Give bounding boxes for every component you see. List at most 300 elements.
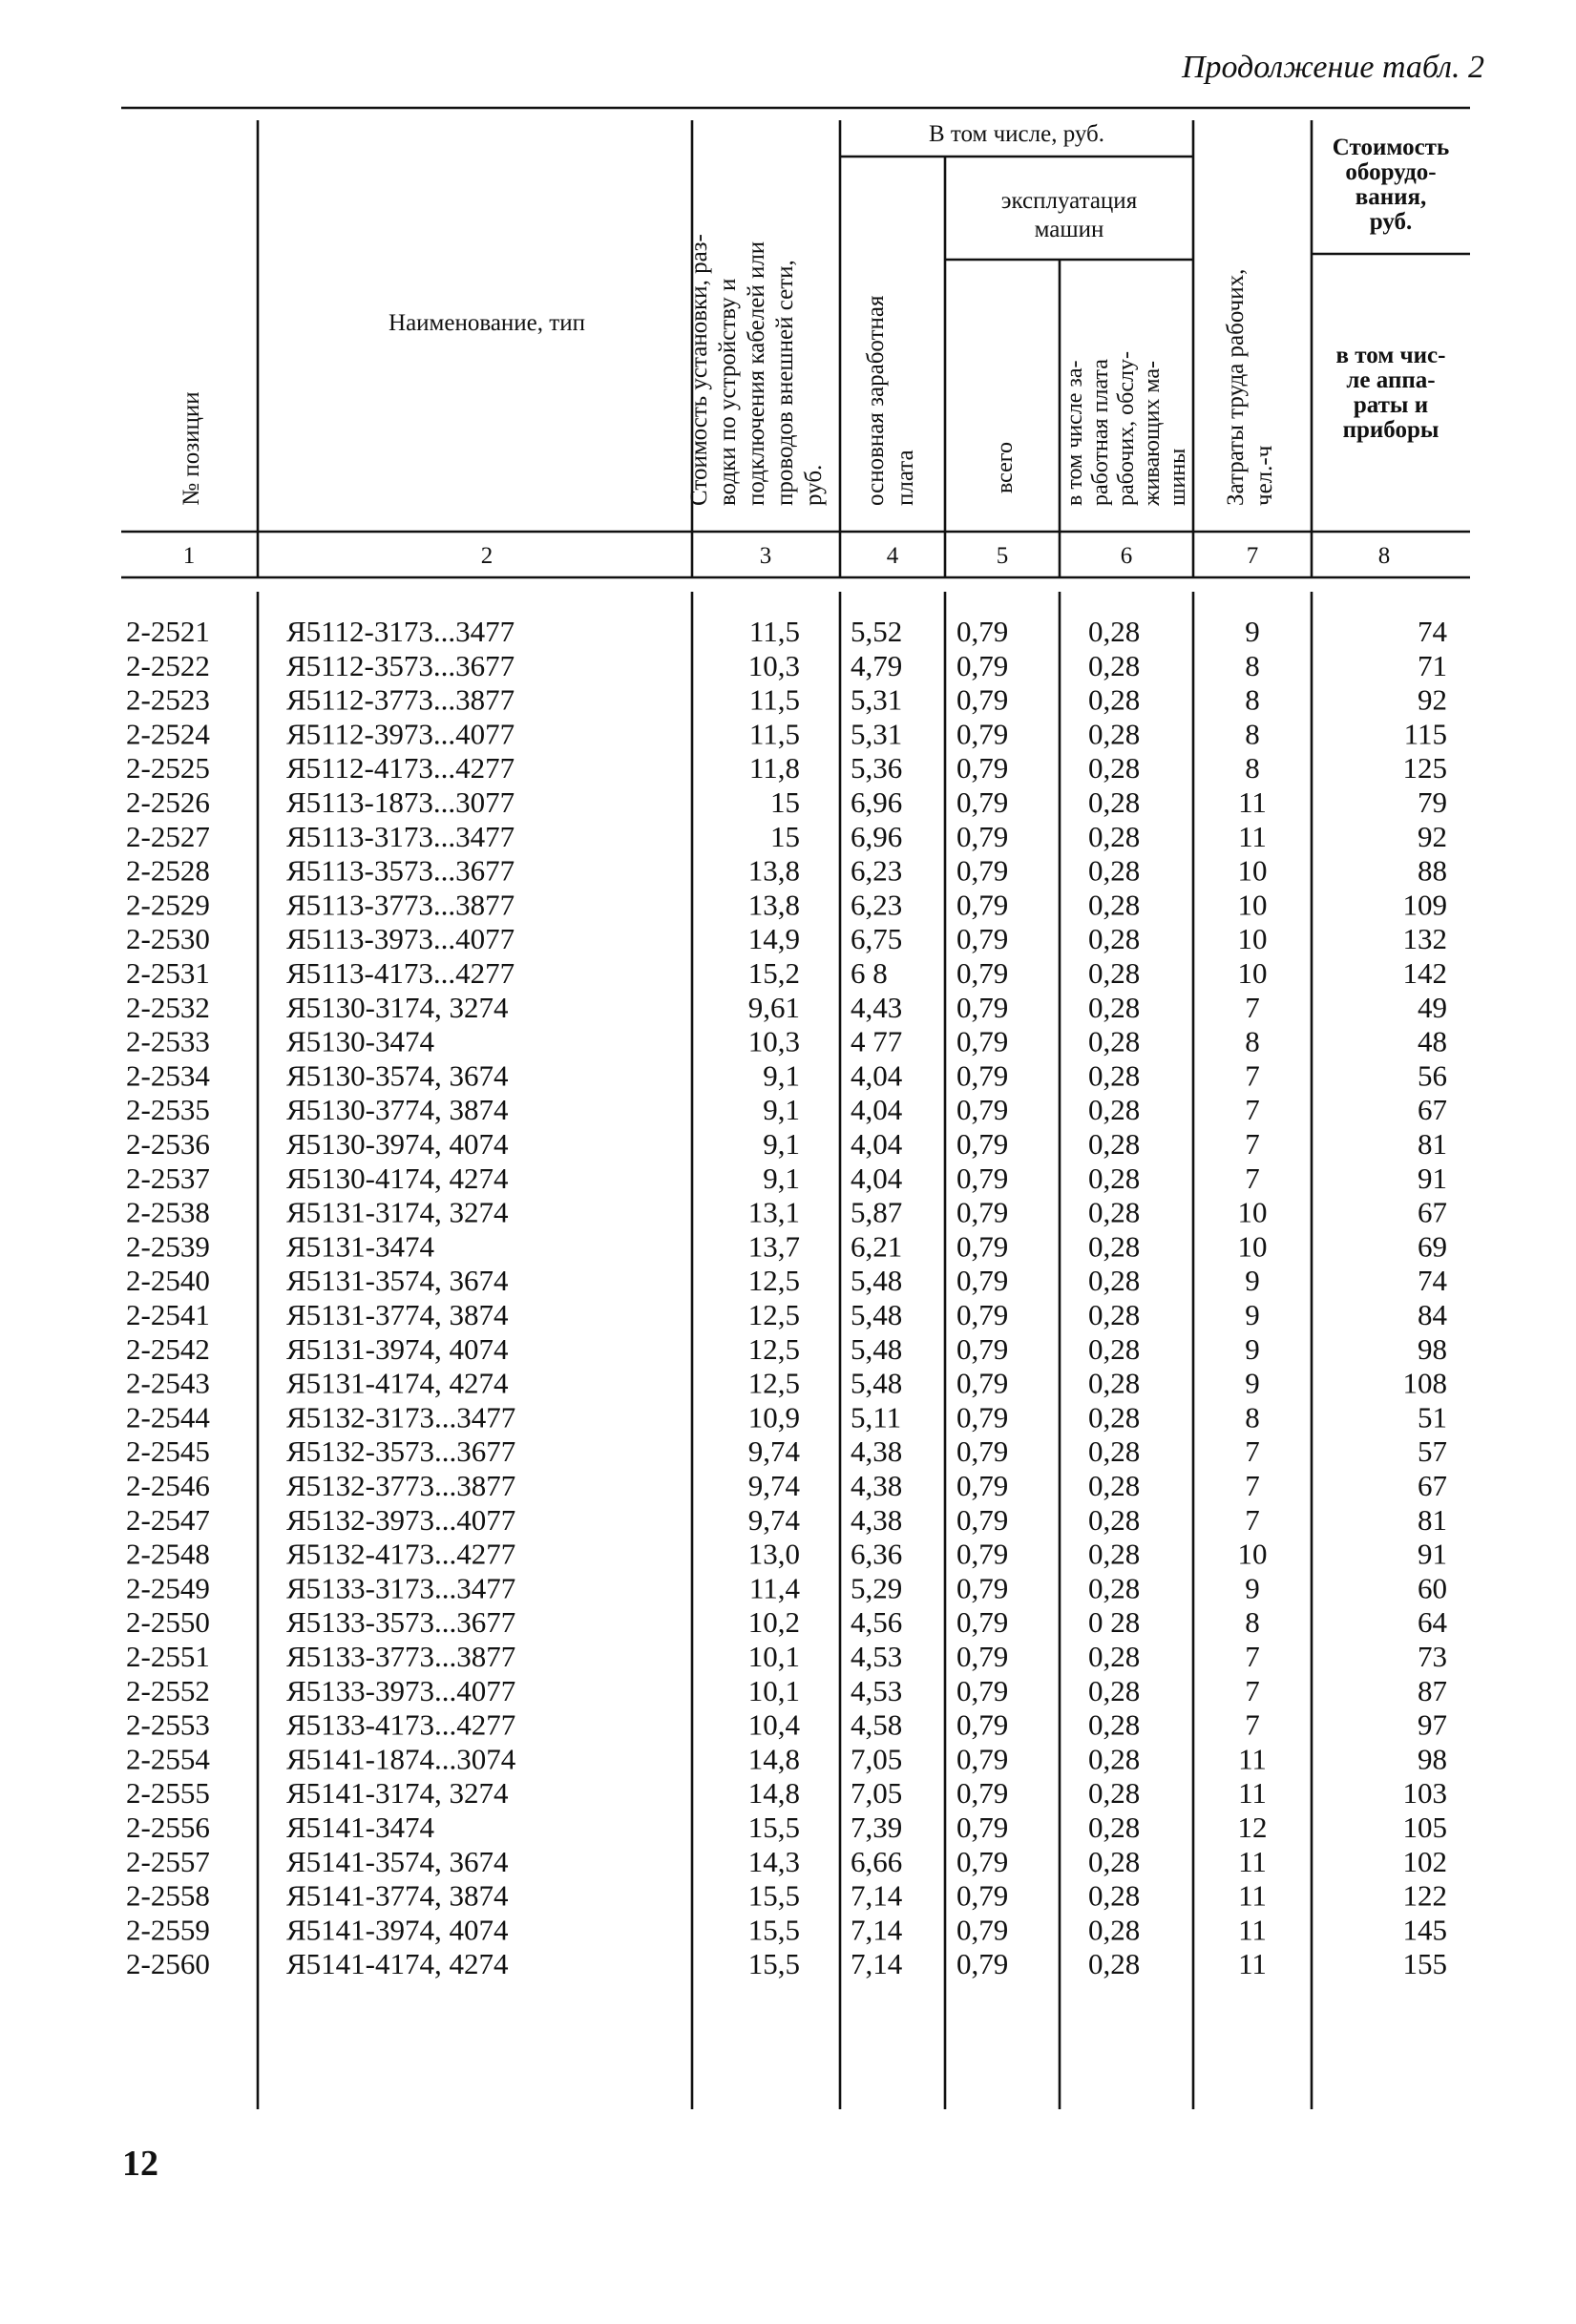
cell-machine-wage: 0,28 — [1088, 648, 1141, 682]
table-row — [126, 820, 1447, 853]
svg-text:3: 3 — [759, 543, 772, 569]
cell-name: Я5130-3174, 3274 — [286, 990, 509, 1024]
cell-machine-total: 0,79 — [956, 615, 1009, 648]
cell-machine-total: 0,79 — [956, 1093, 1009, 1127]
cell-machine-wage: 0,28 — [1088, 1913, 1141, 1947]
cell-install-cost: 11,4 — [748, 1571, 800, 1605]
cell-labor: 8 — [1245, 682, 1260, 717]
cell-base-wage: 5,87 — [851, 1195, 903, 1229]
cell-labor: 8 — [1245, 1024, 1260, 1058]
cell-equipment: 67 — [1418, 1195, 1447, 1229]
cell-install-cost: 12,5 — [747, 1331, 800, 1366]
cell-position: 2-2557 — [126, 1844, 210, 1878]
cell-machine-wage: 0,28 — [1088, 819, 1141, 853]
cell-install-cost: 9,1 — [763, 1127, 800, 1161]
cell-equipment: 142 — [1402, 956, 1447, 990]
cell-machine-wage: 0,28 — [1088, 1947, 1141, 1981]
svg-text:живающих ма-: живающих ма- — [1140, 360, 1165, 506]
svg-text:подключения кабелей или: подключения кабелей или — [744, 241, 769, 506]
cell-labor: 9 — [1245, 1264, 1260, 1298]
cell-install-cost: 9,74 — [747, 1502, 800, 1537]
cell-machine-wage: 0,28 — [1088, 1127, 1141, 1161]
cell-equipment: 67 — [1418, 1469, 1447, 1502]
cell-position: 2-2551 — [126, 1640, 210, 1673]
cell-install-cost: 14,8 — [747, 1776, 800, 1811]
svg-text:Затраты труда рабочих,: Затраты труда рабочих, — [1223, 268, 1249, 506]
cell-equipment: 122 — [1402, 1878, 1447, 1913]
cell-position: 2-2524 — [126, 717, 210, 751]
cell-name: Я5130-3974, 4074 — [286, 1127, 509, 1161]
table-row — [126, 1503, 1447, 1537]
cell-install-cost: 15,5 — [747, 1811, 800, 1844]
cell-install-cost: 14,9 — [747, 922, 800, 956]
svg-text:руб.: руб. — [801, 464, 827, 506]
cell-equipment: 81 — [1418, 1502, 1447, 1537]
cell-machine-wage: 0,28 — [1088, 888, 1141, 922]
cell-machine-wage: 0,28 — [1088, 1298, 1141, 1331]
cell-name: Я5130-3774, 3874 — [286, 1093, 509, 1127]
cell-position: 2-2554 — [126, 1742, 210, 1776]
table-row — [126, 1058, 1447, 1092]
cell-machine-total: 0,79 — [956, 922, 1009, 956]
cell-machine-total: 0,79 — [956, 1400, 1009, 1434]
cell-machine-wage: 0,28 — [1088, 1400, 1141, 1434]
header-equipment-cost — [1333, 135, 1449, 235]
cell-install-cost: 13,7 — [747, 1229, 800, 1264]
header-base-wage — [863, 295, 918, 506]
table-row — [126, 1811, 1447, 1844]
cell-machine-wage: 0 28 — [1088, 1605, 1141, 1640]
cell-name: Я5141-3474 — [286, 1811, 434, 1844]
column-numbers — [183, 543, 1391, 569]
cell-base-wage: 4,53 — [851, 1640, 903, 1673]
cell-position: 2-2549 — [126, 1571, 210, 1605]
table-row — [126, 1127, 1447, 1161]
cell-machine-total: 0,79 — [956, 648, 1009, 682]
cell-equipment: 60 — [1418, 1571, 1447, 1605]
cell-equipment: 109 — [1402, 888, 1447, 922]
cell-install-cost: 9,74 — [747, 1434, 800, 1469]
cell-position: 2-2536 — [126, 1127, 210, 1161]
cell-machine-wage: 0,28 — [1088, 1093, 1141, 1127]
table-row — [126, 1879, 1447, 1913]
cell-position: 2-2542 — [126, 1331, 210, 1366]
cell-install-cost: 13,8 — [747, 888, 800, 922]
header-total: всего — [993, 441, 1018, 494]
cell-base-wage: 6,21 — [851, 1229, 903, 1264]
cell-machine-wage: 0,28 — [1088, 1434, 1141, 1469]
cell-machine-total: 0,79 — [956, 1331, 1009, 1366]
svg-text:оборудо-: оборудо- — [1345, 159, 1437, 185]
cell-base-wage: 4,04 — [851, 1058, 903, 1093]
cell-equipment: 69 — [1418, 1229, 1447, 1264]
table-row — [126, 1025, 1447, 1058]
cell-machine-wage: 0,28 — [1088, 751, 1141, 785]
cell-labor: 7 — [1245, 1127, 1260, 1161]
header-position: № позиции — [179, 391, 204, 506]
cell-equipment: 71 — [1418, 648, 1447, 682]
cell-position: 2-2523 — [126, 682, 210, 717]
cell-labor: 8 — [1245, 1605, 1260, 1640]
cell-machine-wage: 0,28 — [1088, 682, 1141, 717]
cell-base-wage: 4,43 — [851, 990, 903, 1024]
header-labor — [1223, 269, 1277, 506]
svg-text:8: 8 — [1377, 543, 1391, 569]
cell-install-cost: 15 — [770, 819, 800, 853]
header-machine-operation — [1001, 188, 1138, 242]
cell-labor: 7 — [1245, 1434, 1260, 1469]
cell-base-wage: 6,23 — [851, 888, 903, 922]
cell-machine-wage: 0,28 — [1088, 1502, 1141, 1537]
cell-machine-wage: 0,28 — [1088, 1331, 1141, 1366]
cell-labor: 7 — [1245, 1640, 1260, 1673]
cell-machine-wage: 0,28 — [1088, 1571, 1141, 1605]
table-row — [126, 1434, 1447, 1468]
cell-labor: 9 — [1245, 1571, 1260, 1605]
cell-name: Я5113-1873...3077 — [286, 785, 515, 819]
table-row — [126, 1298, 1448, 1331]
cell-name: Я5130-4174, 4274 — [286, 1161, 509, 1195]
cell-base-wage: 6,66 — [851, 1844, 903, 1878]
cell-machine-wage: 0,28 — [1088, 615, 1141, 648]
cell-machine-total: 0,79 — [956, 1469, 1009, 1502]
cell-equipment: 49 — [1418, 990, 1447, 1024]
cell-install-cost: 9,61 — [747, 990, 800, 1024]
cell-machine-total: 0,79 — [956, 1605, 1009, 1640]
cell-base-wage: 6,23 — [851, 853, 903, 888]
cell-position: 2-2541 — [126, 1298, 210, 1331]
table-row — [126, 1229, 1447, 1263]
cell-equipment: 97 — [1418, 1707, 1447, 1742]
cell-position: 2-2550 — [126, 1605, 210, 1640]
svg-text:плата: плата — [893, 450, 918, 506]
cell-equipment: 145 — [1402, 1913, 1447, 1947]
cell-labor: 8 — [1245, 648, 1260, 682]
svg-text:шины: шины — [1166, 448, 1190, 506]
svg-text:чел.-ч: чел.-ч — [1251, 445, 1277, 506]
cell-machine-wage: 0,28 — [1088, 1058, 1141, 1093]
cell-position: 2-2522 — [126, 648, 210, 682]
cell-name: Я5141-3774, 3874 — [286, 1878, 509, 1913]
svg-text:ле аппа-: ле аппа- — [1346, 367, 1436, 393]
cell-machine-wage: 0,28 — [1088, 1229, 1141, 1264]
svg-text:водки по устройству и: водки по устройству и — [715, 278, 741, 506]
cell-machine-wage: 0,28 — [1088, 1776, 1141, 1811]
cell-position: 2-2533 — [126, 1024, 210, 1058]
cell-base-wage: 6 8 — [851, 956, 888, 990]
cell-labor: 11 — [1238, 819, 1267, 853]
cell-machine-total: 0,79 — [956, 1640, 1009, 1673]
svg-text:вания,: вания, — [1355, 184, 1427, 210]
cell-install-cost: 15,5 — [747, 1913, 800, 1947]
cell-position: 2-2552 — [126, 1673, 210, 1707]
cell-equipment: 103 — [1402, 1776, 1447, 1811]
cell-base-wage: 4,53 — [851, 1673, 903, 1707]
page-number: 12 — [122, 2144, 158, 2184]
cell-machine-wage: 0,28 — [1088, 1811, 1141, 1844]
cell-name: Я5133-3973...4077 — [286, 1673, 516, 1707]
cell-install-cost: 10,2 — [747, 1605, 800, 1640]
svg-text:4: 4 — [886, 543, 899, 569]
cell-machine-wage: 0,28 — [1088, 1366, 1141, 1400]
table-row — [126, 1367, 1447, 1400]
cell-name: Я5131-3174, 3274 — [286, 1195, 509, 1229]
cell-base-wage: 7,14 — [851, 1878, 903, 1913]
table-row — [126, 1196, 1447, 1229]
table-row — [126, 785, 1447, 819]
table-row — [126, 956, 1447, 990]
cell-name: Я5131-3974, 4074 — [286, 1331, 509, 1366]
cell-name: Я5113-3773...3877 — [286, 888, 515, 922]
cell-position: 2-2531 — [126, 956, 210, 990]
cell-position: 2-2540 — [126, 1264, 210, 1298]
cell-install-cost: 12,5 — [747, 1366, 800, 1400]
cell-install-cost: 10,3 — [747, 1024, 800, 1058]
cell-base-wage: 6,96 — [851, 785, 903, 819]
table-row — [126, 683, 1447, 717]
cell-machine-wage: 0,28 — [1088, 1264, 1141, 1298]
cell-machine-total: 0,79 — [956, 682, 1009, 717]
cell-name: Я5141-4174, 4274 — [286, 1947, 509, 1981]
cell-position: 2-2534 — [126, 1058, 210, 1093]
table-row — [126, 1400, 1447, 1434]
cell-equipment: 125 — [1402, 751, 1447, 785]
cell-equipment: 102 — [1402, 1844, 1447, 1878]
cell-labor: 9 — [1245, 1298, 1260, 1331]
cell-machine-total: 0,79 — [956, 1195, 1009, 1229]
cell-install-cost: 10,4 — [747, 1707, 800, 1742]
cell-position: 2-2528 — [126, 853, 210, 888]
cell-base-wage: 7,05 — [851, 1742, 903, 1776]
svg-text:основная заработная: основная заработная — [863, 295, 889, 506]
cell-machine-total: 0,79 — [956, 1537, 1009, 1571]
svg-text:Стоимость: Стоимость — [1332, 135, 1450, 160]
cell-install-cost: 14,3 — [747, 1844, 800, 1878]
cell-equipment: 73 — [1418, 1640, 1447, 1673]
table-body — [126, 615, 1448, 1980]
cell-labor: 11 — [1238, 785, 1267, 819]
cell-machine-total: 0,79 — [956, 1366, 1009, 1400]
cell-install-cost: 10,1 — [747, 1640, 800, 1673]
svg-text:1: 1 — [182, 543, 196, 569]
cell-base-wage: 7,14 — [851, 1913, 903, 1947]
cell-machine-total: 0,79 — [956, 1707, 1009, 1742]
cell-name: Я5112-3973...4077 — [286, 717, 515, 751]
cell-name: Я5132-4173...4277 — [286, 1537, 516, 1571]
cell-equipment: 56 — [1418, 1058, 1447, 1093]
cell-name: Я5113-3573...3677 — [286, 853, 515, 888]
cell-name: Я5141-3974, 4074 — [286, 1913, 509, 1947]
cell-labor: 10 — [1237, 1229, 1268, 1264]
cell-install-cost: 13,1 — [747, 1195, 800, 1229]
svg-text:5: 5 — [996, 543, 1009, 569]
cell-machine-total: 0,79 — [956, 956, 1009, 990]
cell-labor: 8 — [1245, 751, 1260, 785]
cell-name: Я5132-3573...3677 — [286, 1434, 516, 1469]
cell-labor: 11 — [1238, 1776, 1267, 1811]
table-row — [126, 1776, 1447, 1810]
cell-labor: 10 — [1237, 853, 1268, 888]
cell-labor: 7 — [1245, 1469, 1260, 1502]
cell-position: 2-2553 — [126, 1707, 210, 1742]
cell-machine-wage: 0,28 — [1088, 1161, 1141, 1195]
cell-position: 2-2559 — [126, 1913, 210, 1947]
table-row — [126, 1162, 1447, 1195]
cell-name: Я5133-3773...3877 — [286, 1640, 516, 1673]
cell-install-cost: 9,74 — [747, 1469, 800, 1502]
cell-base-wage: 5,31 — [851, 717, 903, 751]
cell-base-wage: 4,04 — [851, 1127, 903, 1161]
table-row — [126, 854, 1447, 888]
continuation-heading: Продолжение табл. 2 — [1181, 50, 1484, 85]
table-row — [126, 1469, 1447, 1502]
cell-equipment: 88 — [1418, 853, 1447, 888]
cell-machine-total: 0,79 — [956, 1571, 1009, 1605]
cell-machine-total: 0,79 — [956, 1058, 1009, 1093]
cell-position: 2-2525 — [126, 751, 210, 785]
header-install-cost — [686, 234, 827, 506]
cell-labor: 10 — [1237, 888, 1268, 922]
cell-machine-total: 0,79 — [956, 888, 1009, 922]
cell-machine-total: 0,79 — [956, 1127, 1009, 1161]
cell-install-cost: 15,2 — [747, 956, 800, 990]
cell-name: Я5132-3773...3877 — [286, 1469, 516, 1502]
cell-install-cost: 10,9 — [747, 1400, 800, 1434]
cell-name: Я5131-3574, 3674 — [286, 1264, 509, 1298]
cell-install-cost: 13,0 — [747, 1537, 800, 1571]
cell-base-wage: 7,05 — [851, 1776, 903, 1811]
cell-machine-total: 0,79 — [956, 1502, 1009, 1537]
cell-name: Я5130-3474 — [286, 1024, 434, 1058]
cell-machine-total: 0,79 — [956, 751, 1009, 785]
cell-labor: 7 — [1245, 1161, 1260, 1195]
table-row — [126, 1538, 1447, 1571]
cell-name: Я5112-3773...3877 — [286, 682, 515, 717]
cell-install-cost: 13,8 — [747, 853, 800, 888]
table-row — [126, 922, 1447, 955]
cell-position: 2-2529 — [126, 888, 210, 922]
cell-equipment: 79 — [1418, 785, 1447, 819]
cell-install-cost: 9,1 — [763, 1161, 800, 1195]
cell-position: 2-2530 — [126, 922, 210, 956]
cell-base-wage: 4,04 — [851, 1093, 903, 1127]
cell-equipment: 74 — [1418, 615, 1447, 648]
cell-name: Я5131-3774, 3874 — [286, 1298, 509, 1331]
table-row — [126, 1264, 1448, 1297]
cell-base-wage: 5,29 — [851, 1571, 903, 1605]
cell-labor: 8 — [1245, 717, 1260, 751]
svg-text:6: 6 — [1120, 543, 1133, 569]
cell-base-wage: 5,52 — [851, 615, 903, 648]
cell-machine-total: 0,79 — [956, 819, 1009, 853]
header-including: В том числе, руб. — [928, 121, 1105, 147]
cell-install-cost: 10,1 — [747, 1673, 800, 1707]
cell-base-wage: 5,48 — [851, 1331, 903, 1366]
cell-machine-total: 0,79 — [956, 1811, 1009, 1844]
table-row — [126, 1674, 1447, 1707]
svg-text:в том чис-: в том чис- — [1335, 343, 1446, 368]
table-row — [126, 649, 1447, 682]
cell-machine-wage: 0,28 — [1088, 1878, 1141, 1913]
cell-machine-wage: 0,28 — [1088, 1195, 1141, 1229]
cell-position: 2-2560 — [126, 1947, 210, 1981]
cell-name: Я5132-3973...4077 — [286, 1502, 516, 1537]
cell-equipment: 67 — [1418, 1093, 1447, 1127]
cell-equipment: 48 — [1418, 1024, 1447, 1058]
cell-labor: 11 — [1238, 1844, 1267, 1878]
cell-machine-total: 0,79 — [956, 1264, 1009, 1298]
cell-labor: 11 — [1238, 1878, 1267, 1913]
cell-base-wage: 4,56 — [851, 1605, 903, 1640]
cell-equipment: 87 — [1418, 1673, 1447, 1707]
svg-text:работная плата: работная плата — [1088, 359, 1113, 506]
cell-base-wage: 5,48 — [851, 1366, 903, 1400]
cell-machine-total: 0,79 — [956, 1673, 1009, 1707]
cell-machine-wage: 0,28 — [1088, 717, 1141, 751]
cell-base-wage: 5,48 — [851, 1264, 903, 1298]
cell-equipment: 64 — [1418, 1605, 1447, 1640]
cell-machine-wage: 0,28 — [1088, 922, 1141, 956]
cell-position: 2-2555 — [126, 1776, 210, 1811]
table-row — [126, 615, 1448, 648]
cell-equipment: 92 — [1418, 682, 1447, 717]
cell-name: Я5141-1874...3074 — [286, 1742, 516, 1776]
cell-position: 2-2539 — [126, 1229, 210, 1264]
cell-install-cost: 9,1 — [763, 1058, 800, 1093]
cell-machine-total: 0,79 — [956, 1878, 1009, 1913]
cell-position: 2-2526 — [126, 785, 210, 819]
cell-install-cost: 11,5 — [748, 682, 800, 717]
cell-install-cost: 14,8 — [747, 1742, 800, 1776]
cell-machine-wage: 0,28 — [1088, 1673, 1141, 1707]
cell-labor: 10 — [1237, 956, 1268, 990]
cell-labor: 9 — [1245, 1331, 1260, 1366]
cell-equipment: 98 — [1418, 1742, 1447, 1776]
cell-base-wage: 6,96 — [851, 819, 903, 853]
cell-install-cost: 15 — [770, 785, 800, 819]
cell-equipment: 98 — [1418, 1331, 1447, 1366]
table-row — [126, 1332, 1447, 1366]
cell-name: Я5113-3173...3477 — [286, 819, 515, 853]
svg-text:Стоимость установки, раз-: Стоимость установки, раз- — [686, 234, 712, 506]
cell-name: Я5113-3973...4077 — [286, 922, 515, 956]
cell-machine-total: 0,79 — [956, 785, 1009, 819]
cell-position: 2-2543 — [126, 1366, 210, 1400]
cell-install-cost: 11,5 — [748, 615, 800, 648]
cell-machine-total: 0,79 — [956, 1913, 1009, 1947]
svg-text:приборы: приборы — [1342, 417, 1439, 443]
table-row — [126, 751, 1447, 785]
cell-install-cost: 11,5 — [748, 717, 800, 751]
cell-machine-total: 0,79 — [956, 1947, 1009, 1981]
cell-machine-wage: 0,28 — [1088, 1024, 1141, 1058]
cell-machine-total: 0,79 — [956, 1776, 1009, 1811]
cell-equipment: 155 — [1402, 1947, 1447, 1981]
cell-machine-total: 0,79 — [956, 1298, 1009, 1331]
cell-equipment: 84 — [1418, 1298, 1447, 1331]
cell-base-wage: 5,48 — [851, 1298, 903, 1331]
cell-name: Я5141-3574, 3674 — [286, 1844, 509, 1878]
cell-base-wage: 4,38 — [851, 1469, 903, 1502]
cell-install-cost: 11,8 — [748, 751, 800, 785]
cell-labor: 11 — [1238, 1742, 1267, 1776]
cell-position: 2-2535 — [126, 1093, 210, 1127]
svg-text:раты и: раты и — [1353, 392, 1429, 418]
cell-position: 2-2558 — [126, 1878, 210, 1913]
cell-machine-wage: 0,28 — [1088, 1707, 1141, 1742]
cell-machine-total: 0,79 — [956, 990, 1009, 1024]
cell-equipment: 115 — [1403, 717, 1447, 751]
